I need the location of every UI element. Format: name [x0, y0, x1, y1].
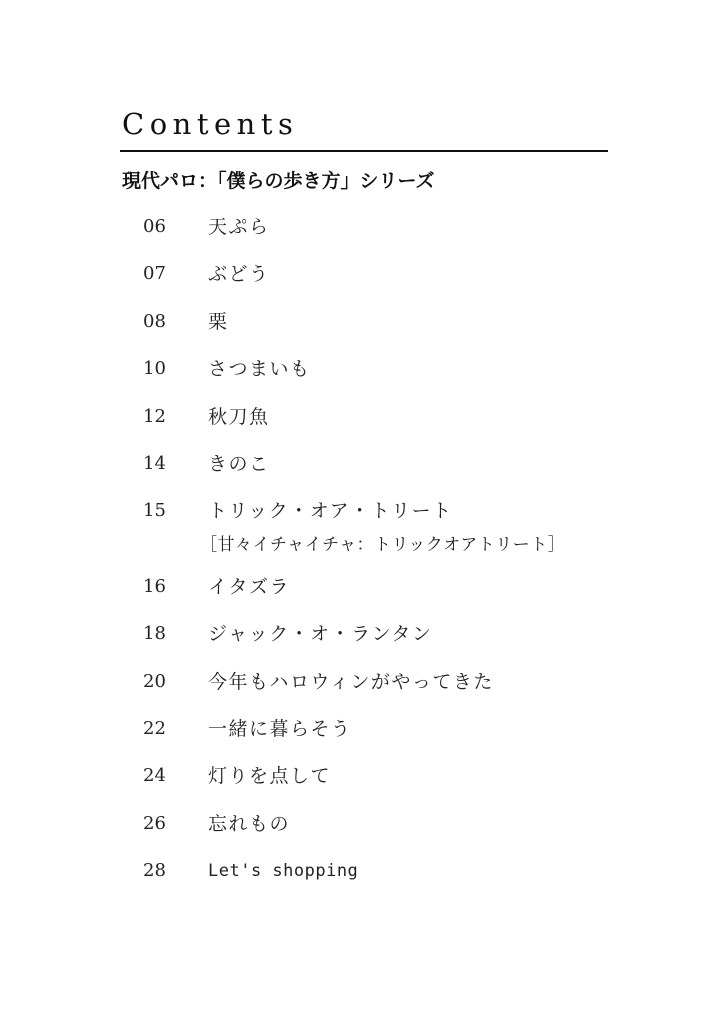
toc-title: Let's shopping: [208, 861, 359, 881]
toc-title: さつまいも: [208, 358, 311, 380]
toc-title: イタズラ: [208, 576, 291, 598]
toc-title: 一緒に暮らそう: [208, 718, 352, 740]
toc-page-number: 28: [143, 860, 166, 881]
toc-subtitle: ［甘々イチャイチャ：トリックオアトリート］: [200, 535, 566, 555]
toc-page-number: 14: [143, 453, 166, 474]
series-title: 現代パロ：「僕らの歩き方」シリーズ: [122, 170, 435, 192]
toc-page-number: 12: [143, 406, 166, 427]
toc-page-number: 15: [143, 500, 166, 521]
toc-page-number: 22: [143, 718, 166, 739]
toc-page-number: 18: [143, 623, 166, 644]
toc-page-number: 16: [143, 576, 166, 597]
toc-page-number: 26: [143, 813, 166, 834]
heading-rule: [120, 150, 608, 152]
toc-title: ジャック・オ・ランタン: [208, 623, 433, 645]
toc-page-number: 07: [143, 263, 166, 284]
toc-page-number: 08: [143, 311, 166, 332]
toc-title: 今年もハロウィンがやってきた: [208, 671, 494, 693]
toc-title: 秋刀魚: [208, 406, 270, 428]
contents-heading: Contents: [122, 107, 299, 141]
toc-page-number: 24: [143, 765, 166, 786]
toc-page-number: 06: [143, 216, 166, 237]
toc-title: 忘れもの: [208, 813, 291, 835]
toc-page-number: 10: [143, 358, 166, 379]
toc-page-number: 20: [143, 671, 166, 692]
toc-title: ぶどう: [208, 263, 270, 285]
toc-title: 栗: [208, 311, 229, 333]
toc-title: トリック・オア・トリート: [208, 500, 453, 522]
toc-title: 灯りを点して: [208, 765, 332, 787]
toc-title: きのこ: [208, 453, 270, 475]
toc-title: 天ぷら: [208, 216, 270, 238]
